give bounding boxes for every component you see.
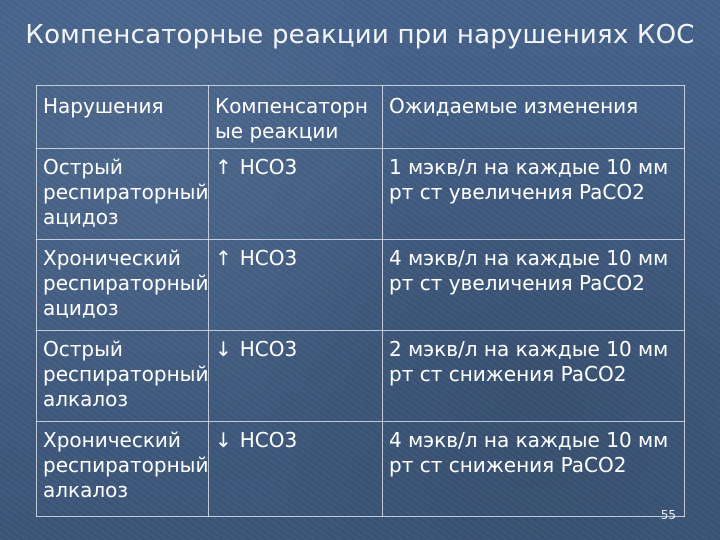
reaction-cell xyxy=(209,331,383,422)
table-row xyxy=(37,422,685,517)
reaction-text: HCO3 xyxy=(239,155,298,179)
expected-cell: 4 мэкв/л на каждые 10 мм рт ст снижения PaCO2 xyxy=(383,422,685,517)
arrow-up-icon: ↑ xyxy=(215,155,232,179)
arrow-up-icon: ↑ xyxy=(215,246,232,270)
table-row xyxy=(37,149,685,240)
header-expected-changes: Ожидаемые изменения xyxy=(383,86,685,149)
expected-cell: 1 мэкв/л на каждые 10 мм рт ст увеличения PaCO2 xyxy=(383,149,685,240)
disorder-cell: Острый респираторный алкалоз xyxy=(37,331,209,422)
header-disorders: Нарушения xyxy=(37,86,209,149)
arrow-down-icon: ↓ xyxy=(215,337,232,361)
slide-title: Компенсаторные реакции при нарушениях КОС xyxy=(25,20,695,50)
table-row xyxy=(37,240,685,331)
table-header-row xyxy=(37,86,685,149)
reaction-cell xyxy=(209,240,383,331)
disorder-cell: Хронический респираторный алкалоз xyxy=(37,422,209,517)
reaction-text: HCO3 xyxy=(239,246,298,270)
reaction-cell xyxy=(209,149,383,240)
expected-cell: 2 мэкв/л на каждые 10 мм рт ст снижения PaCO2 xyxy=(383,331,685,422)
arrow-down-icon: ↓ xyxy=(215,428,232,452)
table-row xyxy=(37,331,685,422)
page-number: 55 xyxy=(660,508,676,522)
compensation-table xyxy=(36,85,685,517)
reaction-cell xyxy=(209,422,383,517)
expected-cell: 4 мэкв/л на каждые 10 мм рт ст увеличения PaCO2 xyxy=(383,240,685,331)
header-compensatory-reactions: Компенсаторн ые реакции xyxy=(209,86,383,149)
reaction-text: HCO3 xyxy=(239,428,298,452)
disorder-cell: Хронический респираторный ацидоз xyxy=(37,240,209,331)
reaction-text: HCO3 xyxy=(239,337,298,361)
disorder-cell: Острый респираторный ацидоз xyxy=(37,149,209,240)
